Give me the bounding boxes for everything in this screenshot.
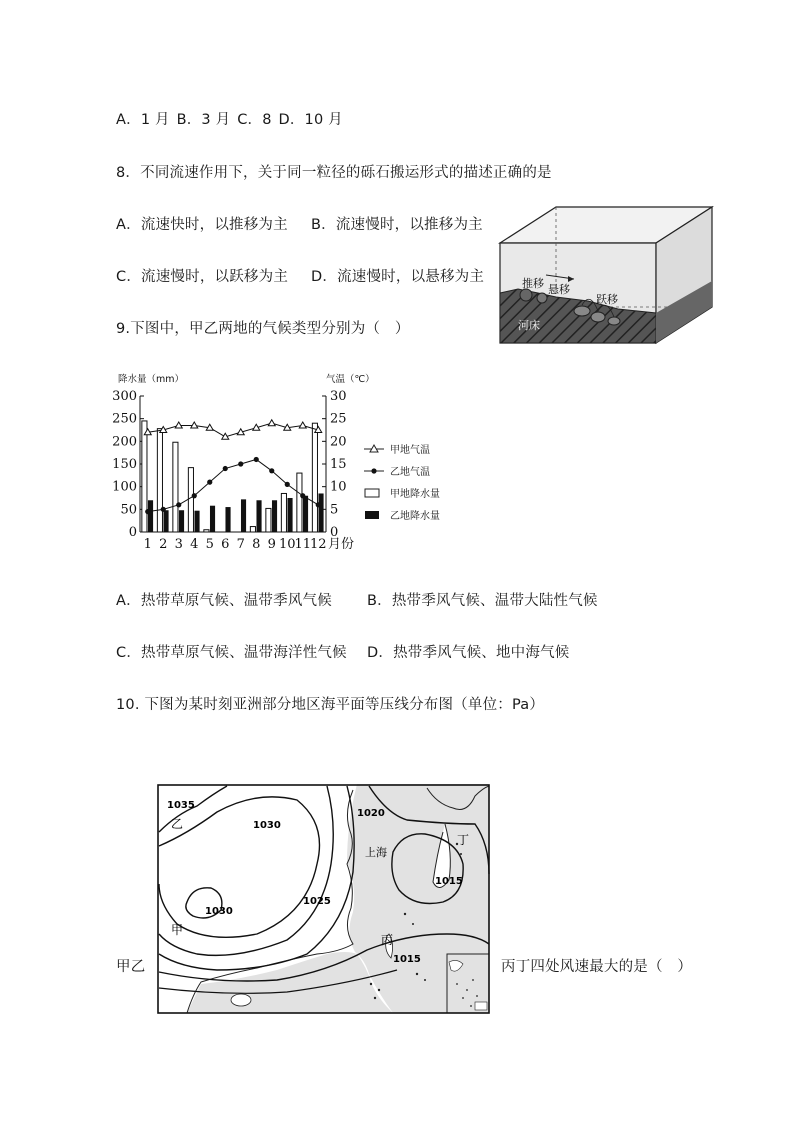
label-1020: 1020 — [357, 808, 385, 819]
bar-jia-precip — [188, 468, 193, 532]
q8-stem: 8．不同流速作用下，关于同一粒径的砾石搬运形式的描述正确的是 — [116, 165, 552, 181]
yi-temp-point — [269, 468, 274, 473]
q7-option-b[interactable]: B．3 月 — [176, 112, 231, 128]
label-shanghai: 上海 — [365, 846, 387, 859]
q8-option-c[interactable]: C．流速慢时，以跃移为主 — [116, 269, 289, 285]
y-tick-label-right: 10 — [330, 479, 347, 495]
label-1030b: 1030 — [205, 906, 233, 917]
bar-jia-precip — [142, 421, 147, 532]
y-tick-label-right: 25 — [330, 411, 347, 427]
y-tick-label-left: 50 — [120, 502, 137, 518]
bar-yi-precip — [194, 511, 199, 532]
x-tick-label: 5 — [205, 537, 214, 552]
bar-jia-precip — [157, 429, 162, 532]
label-1035: 1035 — [167, 800, 195, 811]
legend-jia-temp: 甲地气温 — [390, 445, 430, 456]
bar-jia-precip — [266, 508, 271, 532]
y-tick-label-left: 300 — [112, 389, 137, 404]
bar-yi-precip — [318, 493, 323, 532]
q8-option-a[interactable]: A．流速快时，以推移为主 — [116, 217, 288, 233]
yi-temp-point — [176, 502, 181, 507]
label-hechuang: 河床 — [518, 319, 540, 332]
jia-temp-point — [268, 420, 275, 426]
bar-yi-precip — [256, 500, 261, 532]
x-tick-label: 2 — [159, 537, 168, 552]
label-1025: 1025 — [303, 896, 331, 907]
q9-option-c[interactable]: C．热带草原气候、温带海洋性气候 — [116, 645, 347, 661]
q7-option-c[interactable]: C．8 — [237, 112, 272, 128]
label-tuiyi: 推移 — [522, 277, 544, 290]
y-tick-label-left: 250 — [112, 411, 137, 427]
bar-yi-precip — [163, 510, 168, 532]
q10-suffix: 丙丁四处风速最大的是（ ） — [501, 959, 693, 975]
y-tick-label-left: 200 — [112, 434, 137, 450]
bar-yi-precip — [303, 496, 308, 532]
chart-legend — [364, 443, 440, 522]
q8-option-b[interactable]: B．流速慢时，以推移为主 — [311, 217, 483, 233]
isobar-map — [157, 784, 491, 1015]
yi-temp-point — [192, 493, 197, 498]
y-tick-label-right: 20 — [330, 434, 347, 450]
y-tick-label-left: 0 — [128, 525, 137, 540]
bar-jia-precip — [297, 473, 302, 532]
x-tick-label: 11 — [294, 537, 312, 552]
label-bing: 丙 — [381, 933, 394, 947]
label-xuanyi: 悬移 — [548, 283, 570, 296]
legend-jia-precip: 甲地降水量 — [390, 489, 440, 500]
yi-temp-point — [145, 509, 150, 514]
bar-yi-precip — [179, 510, 184, 532]
bar-yi-precip — [148, 500, 153, 532]
bar-jia-precip — [250, 527, 255, 532]
y-tick-label-right: 5 — [330, 502, 339, 518]
q9-option-b[interactable]: B．热带季风气候、温带大陆性气候 — [367, 593, 598, 609]
yi-temp-point — [238, 461, 243, 466]
q9-option-d[interactable]: D．热带季风气候、地中海气候 — [367, 645, 570, 661]
bar-yi-precip — [287, 498, 292, 532]
ylabel-right: 气温（℃） — [326, 374, 375, 385]
jia-temp-line — [148, 423, 319, 437]
riverbed-diagram — [498, 205, 714, 347]
x-tick-label: 4 — [190, 537, 199, 552]
y-tick-label-right: 30 — [330, 389, 347, 404]
bar-yi-precip — [225, 507, 230, 532]
x-tick-label: 3 — [174, 537, 183, 552]
q7-options — [116, 108, 343, 129]
label-yueyi: 跃移 — [596, 293, 618, 306]
bar-yi-precip — [210, 506, 215, 532]
legend-yi-precip: 乙地降水量 — [390, 511, 440, 522]
q7-option-a[interactable]: A．1 月 — [116, 112, 170, 128]
bar-jia-precip — [204, 530, 209, 532]
y-tick-label-right: 15 — [330, 457, 347, 472]
q10-prefix: 甲乙 — [116, 959, 146, 975]
yi-temp-point — [285, 482, 290, 487]
label-1030a: 1030 — [253, 820, 281, 831]
x-tick-label: 8 — [252, 537, 261, 552]
yi-temp-point — [207, 480, 212, 485]
q9-option-a[interactable]: A．热带草原气候、温带季风气候 — [116, 593, 332, 609]
yi-temp-point — [300, 493, 305, 498]
x-tick-label: 10 — [278, 537, 296, 552]
jia-temp-point — [299, 422, 306, 428]
label-1015b: 1015 — [393, 954, 421, 965]
x-tick-label: 7 — [236, 537, 245, 552]
y-tick-label-left: 150 — [112, 457, 137, 472]
x-axis-suffix: 月份 — [328, 537, 355, 552]
ylabel-left: 降水量（mm） — [118, 374, 185, 385]
isobar-1030-outer — [159, 797, 320, 937]
x-tick-label: 12 — [309, 537, 327, 552]
x-tick-label: 1 — [143, 537, 152, 552]
legend-yi-temp: 乙地气温 — [390, 467, 430, 478]
q8-option-d[interactable]: D．流速慢时，以悬移为主 — [311, 269, 485, 285]
y-tick-label-left: 100 — [112, 479, 137, 495]
label-1015a: 1015 — [435, 876, 463, 887]
bar-jia-precip — [312, 423, 317, 532]
q10-stem: 10. 下图为某时刻亚洲部分地区海平面等压线分布图（单位：Pa） — [116, 697, 545, 713]
q7-option-d[interactable]: D．10 月 — [278, 112, 343, 128]
bar-yi-precip — [241, 499, 246, 532]
yi-temp-point — [316, 502, 321, 507]
label-jia: 甲 — [171, 923, 184, 937]
yi-temp-point — [254, 457, 259, 462]
q9-stem: 9.下图中，甲乙两地的气候类型分别为（ ） — [116, 321, 410, 337]
isobar-1020 — [159, 786, 354, 970]
label-ding: 丁 — [457, 833, 470, 847]
bar-yi-precip — [272, 500, 277, 532]
bar-jia-precip — [281, 493, 286, 532]
y-tick-label-right: 0 — [330, 525, 339, 540]
yi-temp-point — [223, 466, 228, 471]
label-yi: 乙 — [171, 817, 184, 831]
x-tick-label: 6 — [221, 537, 230, 552]
climate-chart — [108, 368, 468, 568]
x-tick-label: 9 — [267, 537, 276, 552]
yi-temp-point — [161, 507, 166, 512]
bar-jia-precip — [173, 442, 178, 532]
